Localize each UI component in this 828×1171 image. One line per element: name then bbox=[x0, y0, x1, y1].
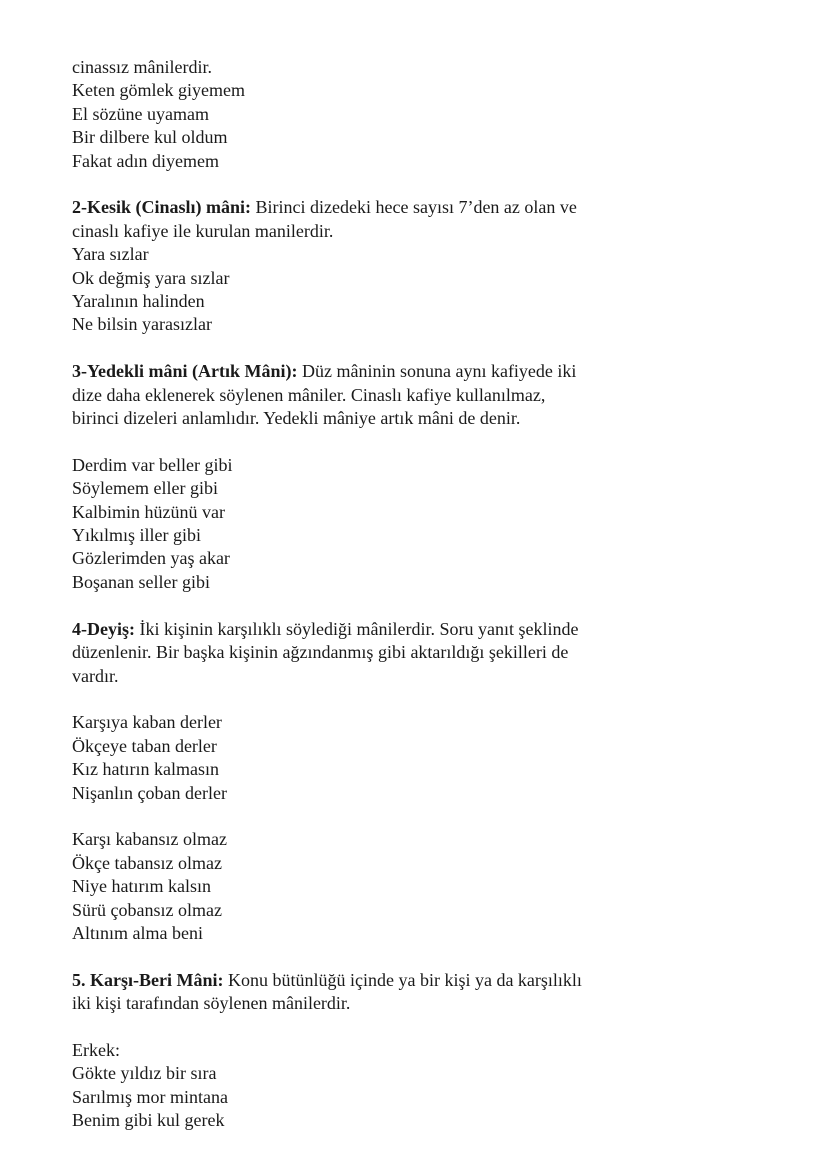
verse-line: Fakat adın diyemem bbox=[72, 150, 219, 171]
verse-line: Gökte yıldız bir sıra bbox=[72, 1063, 217, 1084]
verse-line: Yıkılmış iller gibi bbox=[72, 525, 201, 546]
verse-line: Yara sızlar bbox=[72, 244, 149, 265]
section-heading: 4-Deyiş: bbox=[72, 618, 135, 639]
section-karsiberi bbox=[72, 969, 752, 1133]
verse-line: Karşıya kaban derler bbox=[72, 712, 222, 733]
verse-line: Nişanlın çoban derler bbox=[72, 782, 227, 803]
verse-line: Ökçeye taban derler bbox=[72, 735, 217, 756]
verse-line: Ne bilsin yarasızlar bbox=[72, 314, 212, 335]
verse-line: Derdim var beller gibi bbox=[72, 454, 233, 475]
section-heading: 3-Yedekli mâni (Artık Mâni): bbox=[72, 361, 298, 382]
verse-line: Karşı kabansız olmaz bbox=[72, 829, 227, 850]
section-text: Birinci dizedeki hece sayısı 7’den az olan ve bbox=[255, 197, 577, 218]
verse-line: Niye hatırım kalsın bbox=[72, 876, 211, 897]
section-kesik bbox=[72, 196, 752, 336]
verse-line: Boşanan seller gibi bbox=[72, 571, 210, 592]
verse-line: Keten gömlek giyemem bbox=[72, 80, 245, 101]
intro-verse bbox=[72, 56, 752, 173]
section-text: dize daha eklenerek söylenen mâniler. Cinaslı kafiye kullanılmaz, bbox=[72, 384, 546, 405]
speaker-label: Erkek: bbox=[72, 1039, 120, 1060]
section-text: birinci dizeleri anlamlıdır. Yedekli mâniye artık mâni de denir. bbox=[72, 408, 521, 429]
verse-line: Sürü çobansız olmaz bbox=[72, 899, 222, 920]
document-page bbox=[72, 56, 752, 1133]
verse-line: Benim gibi kul gerek bbox=[72, 1110, 225, 1131]
section-text: Konu bütünlüğü içinde ya bir kişi ya da karşılıklı bbox=[227, 969, 582, 990]
section-heading: 5. Karşı-Beri Mâni: bbox=[72, 969, 224, 990]
verse-line: Kalbimin hüzünü var bbox=[72, 501, 225, 522]
verse-line: Söylemem eller gibi bbox=[72, 478, 218, 499]
section-text: Düz mâninin sonuna aynı kafiyede iki bbox=[301, 361, 577, 382]
verse-line: Altınım alma beni bbox=[72, 922, 203, 943]
section-text: İki kişinin karşılıklı söylediği mânilerdir. Soru yanıt şeklinde bbox=[139, 618, 579, 639]
verse-line: Kız hatırın kalmasın bbox=[72, 759, 219, 780]
section-text: vardır. bbox=[72, 665, 119, 686]
verse-line: Gözlerimden yaş akar bbox=[72, 548, 230, 569]
section-text: düzenlenir. Bir başka kişinin ağzındanmış gibi aktarıldığı şekilleri de bbox=[72, 642, 569, 663]
verse-line: Ökçe tabansız olmaz bbox=[72, 852, 222, 873]
verse-line: Sarılmış mor mintana bbox=[72, 1086, 228, 1107]
section-heading: 2-Kesik (Cinaslı) mâni: bbox=[72, 197, 252, 218]
verse-line: El sözüne uyamam bbox=[72, 103, 209, 124]
section-deyis bbox=[72, 618, 752, 946]
verse-line: Yaralının halinden bbox=[72, 291, 205, 312]
verse-line: Ok değmiş yara sızlar bbox=[72, 267, 230, 288]
verse-line: cinassız mânilerdir. bbox=[72, 57, 212, 77]
section-text: iki kişi tarafından söylenen mânilerdir. bbox=[72, 993, 351, 1014]
verse-line: Bir dilbere kul oldum bbox=[72, 127, 228, 148]
section-text: cinaslı kafiye ile kurulan manilerdir. bbox=[72, 220, 334, 241]
section-yedekli bbox=[72, 360, 752, 594]
